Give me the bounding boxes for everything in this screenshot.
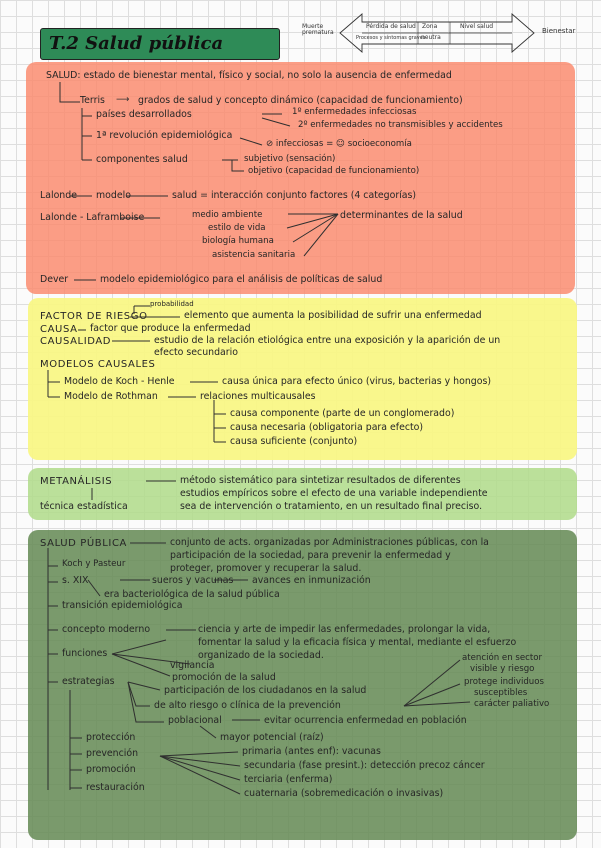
participacion-ciudadanos: participación de los ciudadanos en la salud [164,685,367,696]
causalidad-label: CAUSALIDAD [40,336,112,347]
concepto-definition-3: organizado de la sociedad. [198,650,324,661]
poblacional: poblacional [168,715,222,726]
modelo-koch-henle: Modelo de Koch - Henle [64,376,175,387]
concepto-definition-1: ciencia y arte de impedir las enfermedades, prolongar la vida, [198,624,491,635]
mayor-potencial: mayor potencial (raíz) [220,732,324,743]
prevencion-secundaria: secundaria (fase presint.): detección precoz cáncer [244,760,485,771]
paises-desarrollados: países desarrollados [96,109,192,120]
componente-objetivo: objetivo (capacidad de funcionamiento) [248,166,420,176]
enfermedades-no-transmisibles: 2º enfermedades no transmisibles y accidentes [298,120,503,130]
enfermedades-infecciosas: 1º enfermedades infecciosas [292,107,417,117]
metanalisis-definition-3: sea de intervención o tratamiento, en un resultado final preciso. [180,501,483,512]
factor-riesgo-label: FACTOR DE RIESGO [40,311,148,322]
infecciosas-socioeconomia: ⊘ infecciosas = ☺ socioeconomía [266,139,412,149]
revolucion-epidemiologica: 1ª revolución epidemiológica [96,130,233,141]
spectrum-top-left: Pérdida de salud [366,23,416,30]
determinantes-salud: determinantes de la salud [340,210,463,221]
modelo-label: modelo [96,190,131,201]
atencion-sector: atención en sector [462,653,543,663]
causalidad-definition-2: efecto secundario [154,347,238,358]
proteccion: protección [86,732,136,743]
susceptibles: susceptibles [474,688,528,698]
concepto-definition-2: fomentar la salud y la eficacia física y mental, mediante el esfuerzo [198,637,517,648]
asistencia-sanitaria: asistencia sanitaria [212,250,296,260]
prevencion-primaria: primaria (antes enf): vacunas [242,746,381,757]
modelos-causales-label: MODELOS CAUSALES [40,359,156,370]
componente-subjetivo: subjetivo (sensación) [244,154,336,164]
protege-individuos: protege individuos [464,677,544,687]
probabilidad-label: probabilidad [150,300,194,308]
causalidad-definition: estudio de la relación etiológica entre una exposición y la aparición de un [154,335,501,346]
era-bacteriologica: era bacteriológica de la salud pública [104,589,280,600]
estrategias-label: estrategias [62,676,115,687]
sueros-vacunas: sueros y vacunas [152,575,234,586]
causa-definition: factor que produce la enfermedad [90,323,251,334]
page-title: T.2 Salud pública [49,33,224,54]
lalonde-definition: salud = interacción conjunto factores (4 categorías) [172,190,417,201]
caracter-paliativo: carácter paliativo [474,699,550,709]
funciones-label: funciones [62,648,108,659]
componentes-salud: componentes salud [96,154,188,165]
causa-suficiente: causa suficiente (conjunto) [230,436,358,447]
concepto-moderno: concepto moderno [62,624,151,635]
salud-publica-definition-1: conjunto de acts. organizadas por Administraciones públicas, con la [170,537,489,548]
salud-publica-definition-3: proteger, promover y recuperar la salud. [170,563,362,574]
terris-definition: grados de salud y concepto dinámico (capacidad de funcionamiento) [138,95,463,106]
spectrum-left: Muerte prematura [302,23,334,37]
lalonde-label: Lalonde [40,190,77,201]
spectrum-middle-bottom: neutra [421,34,441,41]
koch-pasteur: Koch y Pasteur [62,559,126,569]
lalonde-laframboise: Lalonde - Laframboise [40,212,145,223]
metanalisis-label: METANÁLISIS [40,476,113,487]
salud-publica-label: SALUD PÚBLICA [40,538,127,549]
spectrum-right: Bienestar [542,27,576,35]
salud-publica-definition-2: participación de la sociedad, para prevenir la enfermedad y [170,550,451,561]
biologia-humana: biología humana [202,236,274,246]
vigilancia: vigilancia [170,660,215,671]
atencion-sector-2: visible y riesgo [470,664,535,674]
medio-ambiente: medio ambiente [192,210,263,220]
spectrum-bottom-left: Procesos y síntomas graves [356,35,426,41]
dever-definition: modelo epidemiológico para el análisis de políticas de salud [100,274,383,285]
prevencion-cuaternaria: cuaternaria (sobremedicación o invasivas) [244,788,444,799]
rothman-definition: relaciones multicausales [200,391,316,402]
terris-label: Terris [80,95,105,106]
promocion-salud: promoción de la salud [172,672,276,683]
evitar-ocurrencia: evitar ocurrencia enfermedad en población [264,715,467,726]
causa-necesaria: causa necesaria (obligatoria para efecto) [230,422,424,433]
arrow-icon: ⟶ [116,94,130,105]
causa-label: CAUSA [40,324,78,335]
koch-henle-definition: causa única para efecto único (virus, bacterias y hongos) [222,376,492,387]
prevencion: prevención [86,748,139,759]
transicion-epidemiologica: transición epidemiológica [62,600,183,611]
metanalisis-definition-1: método sistemático para sintetizar resultados de diferentes [180,475,461,486]
factor-riesgo-definition: elemento que aumenta la posibilidad de sufrir una enfermedad [184,310,482,321]
causa-componente: causa componente (parte de un conglomerado) [230,408,455,419]
estilo-vida: estilo de vida [208,223,266,233]
restauracion: restauración [86,782,145,793]
prevencion-terciaria: terciaria (enferma) [244,774,333,785]
alto-riesgo: de alto riesgo o clínica de la prevención [154,700,341,711]
siglo-xix: s. XIX [62,575,89,586]
salud-definition: SALUD: estado de bienestar mental, físico y social, no solo la ausencia de enfermedad [46,70,452,81]
spectrum-middle-top: Zona [422,23,438,30]
metanalisis-definition-2: estudios empíricos sobre el efecto de una variable independiente [180,488,488,499]
promocion: promoción [86,764,136,775]
modelo-rothman: Modelo de Rothman [64,391,158,402]
spectrum-top-right: Nivel salud [460,23,494,30]
dever-label: Dever [40,274,69,285]
avances-inmunizacion: avances en inmunización [252,575,371,586]
tecnica-estadistica: técnica estadística [40,501,128,512]
